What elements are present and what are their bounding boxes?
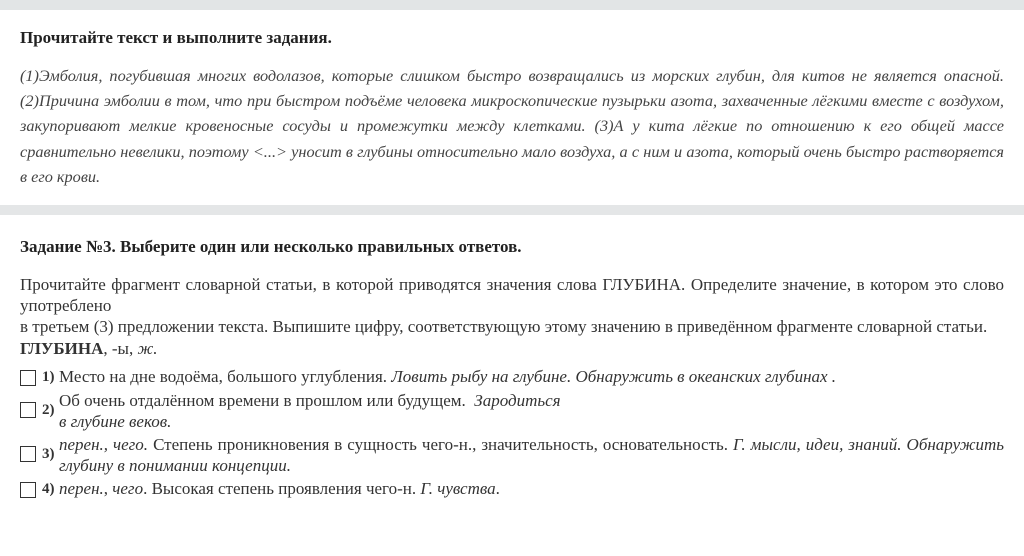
- answer-option-4: [20, 478, 1004, 500]
- headword: ГЛУБИНА: [20, 339, 104, 358]
- answer-option-2: [20, 390, 1004, 432]
- task-instruction: [20, 274, 1004, 337]
- option-1-text: [59, 366, 1004, 387]
- option-3-checkbox[interactable]: [20, 446, 36, 462]
- option-2-number: 2): [42, 402, 55, 418]
- task-heading: Задание №3. Выберите один или несколько правильных ответов.: [20, 237, 522, 256]
- top-strip: [0, 0, 1024, 10]
- option-2-checkbox[interactable]: [20, 402, 36, 418]
- headword-suffix: , -ы,: [103, 339, 138, 358]
- option-4-mark-b: чего: [112, 479, 144, 498]
- option-1-definition: Место на дне водоёма, большого углубления.: [59, 367, 388, 386]
- answer-option-3: [20, 434, 1004, 476]
- passage-text: (1)Эмболия, погубившая многих водолазов, которые слишком быстро возвращались из морских глубин, для китов не является опасной. (2)Причина эмболии в том, что при быстром подъёме человека микроскопические пузырьки азота, захваченные лёгкими вместе с воздухом, закупоривают мелкие кровеносные сосуды и промежутки между клетками. (3)А у кита лёгкие по отношению к его общей массе сравнительно невелики, поэтому <...> уносит в глубины относительно мало воздуха, а с ним и азота, который очень быстро растворяется в его крови.: [20, 66, 1004, 186]
- task-card: [0, 215, 1024, 556]
- option-4-number: 4): [42, 481, 55, 497]
- option-4-text: перен., чего. Высокая степень проявления чего-н. Г. чувства.: [59, 479, 500, 498]
- option-2-definition: Об очень отдалённом времени в прошлом или будущем.: [59, 391, 466, 410]
- option-4-mark-a: перен.: [59, 479, 104, 498]
- option-3-examples: Г. мысли, идеи, знаний. Обнаружить глубину в понимании концепции.: [59, 435, 1005, 475]
- option-1-checkbox[interactable]: [20, 370, 36, 386]
- option-4-checkbox[interactable]: [20, 482, 36, 498]
- option-2-text: [59, 390, 1004, 432]
- passage-card: [0, 10, 1024, 205]
- option-3-number: 3): [42, 446, 55, 462]
- section-divider: [0, 205, 1024, 215]
- option-1-number: 1): [42, 369, 55, 385]
- option-3-definition: Степень проникновения в сущность чего-н., значительность, основательность.: [153, 435, 729, 454]
- option-3-text: [59, 434, 1004, 476]
- option-1-examples: Ловить рыбу на глубине. Обнаружить в океанских глубинах .: [391, 367, 837, 386]
- instruction-line-1: Прочитайте фрагмент словарной статьи, в которой приводятся значения слова ГЛУБИНА. Определите значение, в котором это слово употреблено: [20, 275, 1004, 315]
- option-2-examples-line-1: Зародиться: [474, 391, 561, 410]
- headword-gender: ж.: [137, 339, 158, 358]
- dictionary-headword-line: [20, 338, 1004, 359]
- option-2-examples-line-2: в глубине веков.: [59, 412, 172, 431]
- instruction-line-2: в третьем (3) предложении текста. Выпишите цифру, соответствующую этому значению в приведённом фрагменте словарной статьи.: [20, 317, 988, 336]
- passage-heading: Прочитайте текст и выполните задания.: [20, 28, 332, 47]
- answer-options: [20, 366, 1004, 500]
- option-4-examples: Г. чувства: [420, 479, 496, 498]
- answer-option-1: [20, 366, 1004, 388]
- option-4-definition: Высокая степень проявления чего-н.: [151, 479, 417, 498]
- option-3-marks: перен., чего.: [59, 435, 149, 454]
